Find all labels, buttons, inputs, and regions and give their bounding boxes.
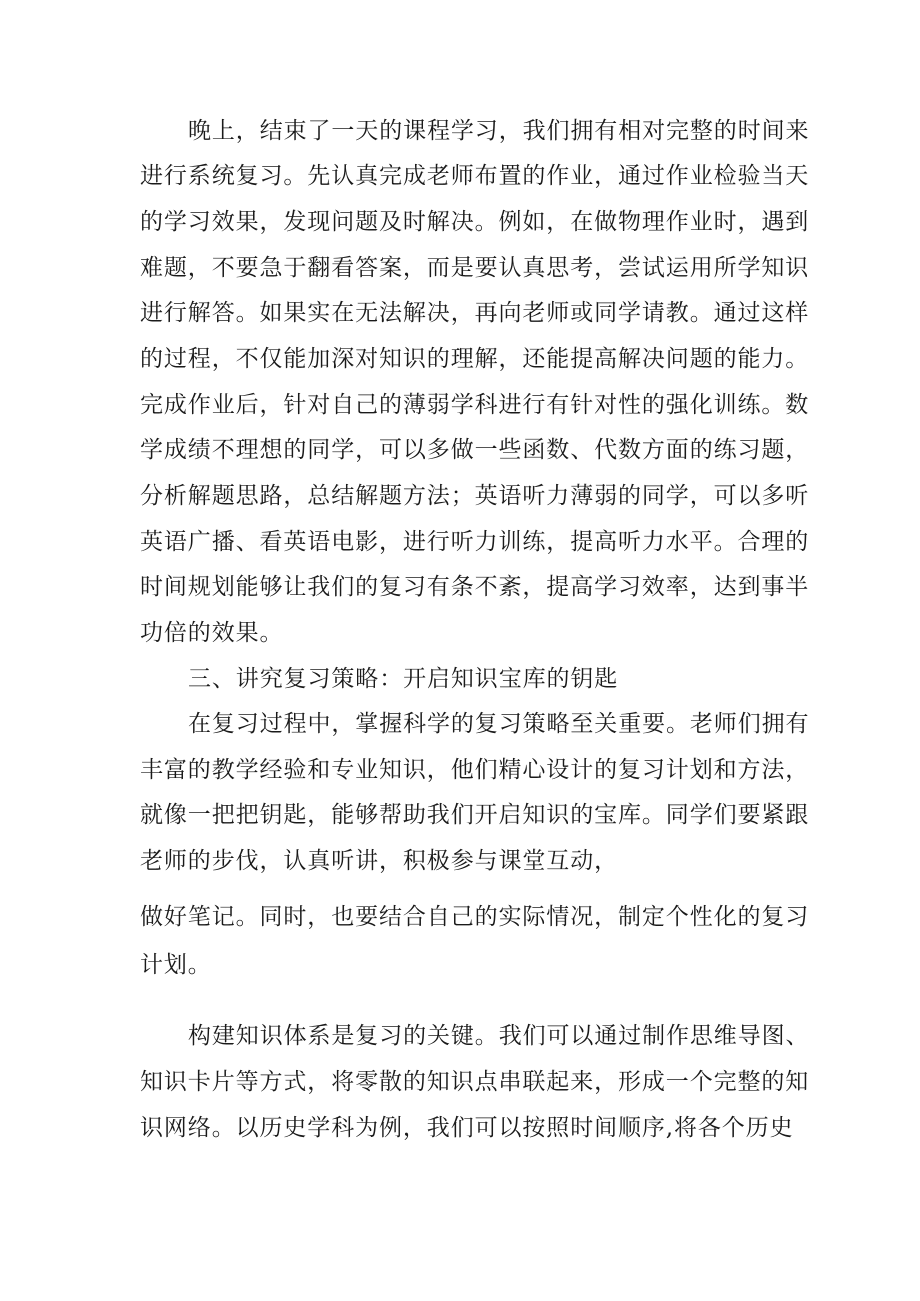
paragraph-line: 难题，不要急于翻看答案，而是要认真思考，尝试运用所学知识 [140,255,810,281]
paragraph-line: 丰富的教学经验和专业知识，他们精心设计的复习计划和方法， [140,757,810,783]
paragraph-line: 识网络。以历史学科为例，我们可以按照时间顺序,将各个历史 [140,1115,794,1141]
paragraph-line: 分析解题思路，总结解题方法；英语听力薄弱的同学，可以多听 [140,483,810,509]
paragraph-line: 时间规划能够让我们的复习有条不紊，提高学习效率，达到事半 [140,574,810,600]
paragraph-line: 的学习效果，发现问题及时解决。例如，在做物理作业时，遇到 [140,209,810,235]
paragraph-line: 的过程，不仅能加深对知识的理解，还能提高解决问题的能力。 [140,346,810,372]
paragraph-line: 老师的步伐，认真听讲，积极参与课堂互动， [140,848,618,874]
paragraph-line: 做好笔记。同时，也要结合自己的实际情况，制定个性化的复习 [140,904,810,930]
paragraph-line: 构建知识体系是复习的关键。我们可以通过制作思维导图、 [188,1023,810,1049]
section-heading: 三、讲究复习策略：开启知识宝库的钥匙 [188,666,619,692]
paragraph-line: 就像一把把钥匙，能够帮助我们开启知识的宝库。同学们要紧跟 [140,802,810,828]
paragraph-line: 知识卡片等方式，将零散的知识点串联起来，形成一个完整的知 [140,1069,810,1095]
paragraph-line: 完成作业后，针对自己的薄弱学科进行有针对性的强化训练。数 [140,392,810,418]
paragraph-line: 计划。 [140,952,212,978]
paragraph-line: 在复习过程中，掌握科学的复习策略至关重要。老师们拥有 [188,711,810,737]
paragraph-line: 进行解答。如果实在无法解决，再向老师或同学请教。通过这样 [140,300,810,326]
paragraph-line: 进行系统复习。先认真完成老师布置的作业，通过作业检验当天 [140,163,810,189]
paragraph-line: 学成绩不理想的同学，可以多做一些函数、代数方面的练习题， [140,437,810,463]
paragraph-line: 晚上，结束了一天的课程学习，我们拥有相对完整的时间来 [188,118,810,144]
paragraph-line: 英语广播、看英语电影，进行听力训练，提高听力水平。合理的 [140,529,810,555]
paragraph-line: 功倍的效果。 [140,620,284,646]
